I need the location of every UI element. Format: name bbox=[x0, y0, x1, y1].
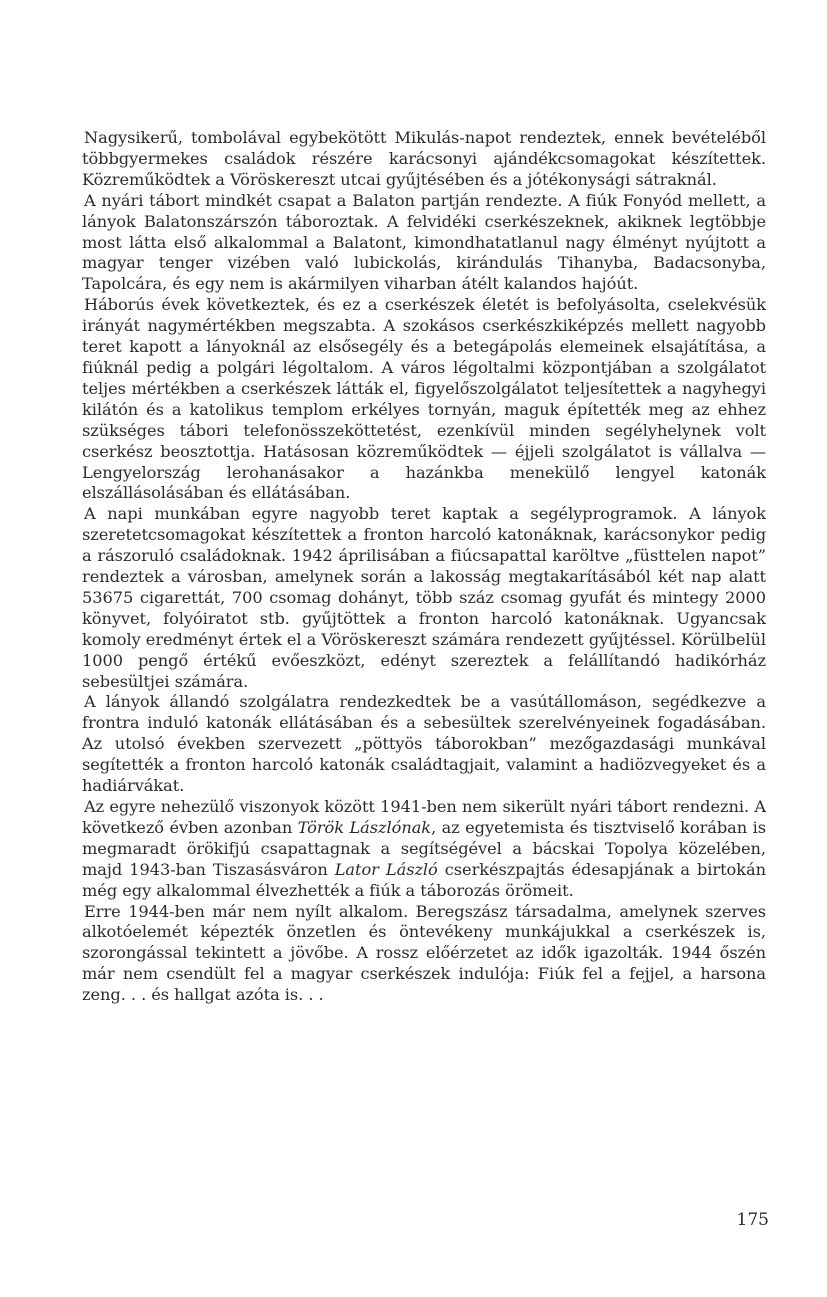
paragraph-6-part-1: Az egyre nehezülő viszonyok között 1941-ben nem sikerült nyári tábort rendezni. A következő évben azonban bbox=[82, 797, 766, 837]
page-number: 175 bbox=[736, 1210, 769, 1230]
paragraph-5: A lányok állandó szolgálatra rendezkedtek be a vasútállomáson, segédkezve a frontra induló katonák ellátásában és a sebesültek szerelvényeinek fogadásában. Az utolsó években szervezett „pöttyös táborokban” mezőgazdasági munkával segítették a fronton harcoló katonák családtagjait, valamint a hadiözvegyeket és a hadiárvákat. bbox=[82, 692, 766, 796]
person-name-lator-laszlo: Lator László bbox=[334, 859, 438, 879]
paragraph-6 bbox=[82, 797, 766, 902]
paragraph-4: A napi munkában egyre nagyobb teret kaptak a segélyprogramok. A lányok szeretetcsomagokat készítettek a fronton harcoló katonáknak, karácsonykor pedig a rászoruló családoknak. 1942 áprilisában a fiúcsapattal karöltve „füsttelen napot” rendeztek a városban, amelynek során a lakosság megtakarításából két nap alatt 53675 cigarettát, 700 csomag dohányt, több száz csomag gyufát és mintegy 2000 könyvet, folyóiratot stb. gyűjtöttek a fronton harcoló katonáknak. Ugyancsak komoly eredményt értek el a Vöröskereszt számára rendezett gyűjtéssel. Körülbelül 1000 pengő értékű evőeszközt, edényt szereztek a felállítandó hadikórház sebesültjei számára. bbox=[82, 504, 766, 691]
paragraph-6-part-2: , az egyetemista és tisztviselő korában is megmaradt örökifjú csapattagnak a segítségével a bácskai Topolya közelében, majd 1943-ban Tiszasásváron bbox=[82, 817, 766, 879]
page-text-body bbox=[82, 128, 766, 1006]
paragraph-7: Erre 1944-ben már nem nyílt alkalom. Beregszász társadalma, amelynek szerves alkotóelemét képezték önzetlen és öntevékeny munkájukkal a cserkészek is, szorongással tekintett a jövőbe. A rossz előérzetet az idők igazolták. 1944 őszén már nem csendült fel a magyar cserkészek indulója: Fiúk fel a fejjel, a harsona zeng. . . és hallgat azóta is. . . bbox=[82, 901, 766, 1005]
person-name-torok-laszlo: Török Lászlónak bbox=[297, 817, 432, 837]
paragraph-3: Háborús évek következtek, és ez a cserkészek életét is befolyásolta, cselekvésük irányát nagymértékben megszabta. A szokásos cserkészkiképzés mellett nagyobb teret kapott a lányoknál az elsősegély és a betegápolás elemeinek elsajátítása, a fiúknál pedig a polgári légoltalom. A város légoltalmi központjában a szolgálatot teljes mértékben a cserkészek látták el, figyelőszolgálatot teljesítettek a nagyhegyi kilátón és a katolikus templom erkélyes tornyán, maguk építették meg az ehhez szükséges tábori telefonösszeköttetést, ezenkívül minden segélyhelynek volt cserkész beosztottja. Hatásosan közreműködtek — éjjeli szolgálatot is vállalva — Lengyelország lerohanásakor a hazánkba menekülő lengyel katonák elszállásolásában és ellátásában. bbox=[82, 295, 766, 503]
paragraph-2: A nyári tábort mindkét csapat a Balaton partján rendezte. A fiúk Fonyód mellett, a lányok Balatonszárszón táboroztak. A felvidéki cserkészeknek, akiknek legtöbbje most látta első alkalommal a Balatont, kimondhatatlanul nagy élményt nyújtott a magyar tenger vizében való lubickolás, kirándulás Tihanyba, Badacsonyba, Tapolcára, és egy nem is akármilyen viharban átélt kalandos hajóút. bbox=[82, 190, 766, 294]
paragraph-6-part-3: cserkészpajtás édesapjának a birtokán még egy alkalommal élvezhették a fiúk a táborozás örömeit. bbox=[82, 859, 766, 900]
paragraph-1: Nagysikerű, tombolával egybekötött Mikulás-napot rendeztek, ennek bevételéből többgyermekes családok részére karácsonyi ajándékcsomagokat készítettek. Közreműködtek a Vöröskereszt utcai gyűjtésében és a jótékonysági sátraknál. bbox=[82, 128, 766, 189]
